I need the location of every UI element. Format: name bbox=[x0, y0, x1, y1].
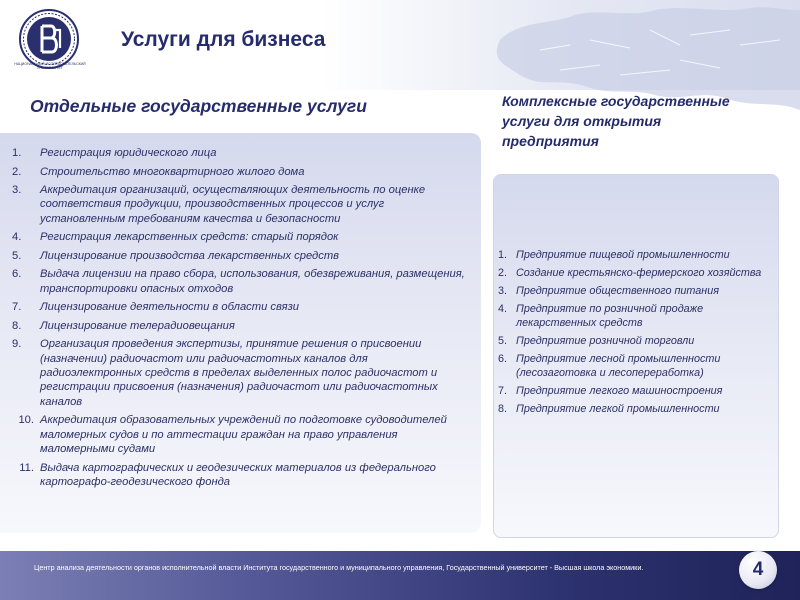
list-item bbox=[0, 267, 470, 300]
list-item bbox=[498, 266, 768, 284]
list-item bbox=[0, 337, 470, 413]
list-item-number: 1. bbox=[498, 249, 508, 261]
list-item-text: Выдача картографических и геодезических материалов из федерального картографо-геодезического фонда bbox=[40, 461, 436, 489]
list-item-number: 4. bbox=[498, 303, 508, 315]
list-item-text: Строительство многоквартирного жилого дома bbox=[40, 165, 305, 178]
list-item-text: Регистрация лекарственных средств: старый порядок bbox=[40, 231, 339, 244]
left-services-list bbox=[0, 146, 470, 494]
list-item bbox=[0, 230, 470, 249]
list-item-text: Лицензирование производства лекарственных средств bbox=[40, 249, 339, 262]
right-section-heading: Комплексные государственные услуги для открытия предприятия bbox=[502, 93, 730, 149]
list-item-text: Предприятие по розничной продаже лекарственных средств bbox=[516, 303, 704, 329]
university-logo bbox=[18, 8, 80, 70]
list-item-number: 4. bbox=[12, 231, 22, 244]
list-item bbox=[0, 461, 470, 494]
list-item-number: 1. bbox=[12, 147, 22, 159]
list-item-number: 3. bbox=[498, 285, 508, 297]
footer-bar bbox=[0, 551, 800, 600]
list-item-text: Предприятие лесной промышленности (лесозаготовка и лесопереработка) bbox=[516, 353, 721, 379]
logo-caption: НАЦИОНАЛЬНЫЙ ИССЛЕДОВАТЕЛЬСКИЙ УНИВЕРСИТЕТ bbox=[14, 62, 86, 70]
list-item-text: Создание крестьянско-фермерского хозяйства bbox=[516, 267, 762, 279]
list-item bbox=[0, 183, 470, 230]
list-item-number: 7. bbox=[12, 301, 22, 314]
list-item bbox=[0, 300, 470, 319]
list-item-number: 7. bbox=[498, 385, 508, 397]
list-item-text: Предприятие общественного питания bbox=[516, 285, 719, 297]
list-item-text: Предприятие пищевой промышленности bbox=[516, 249, 730, 261]
list-item-text: Лицензирование телерадиовещания bbox=[40, 319, 235, 332]
list-item-number: 8. bbox=[12, 319, 22, 332]
list-item-text: Предприятие розничной торговли bbox=[516, 335, 695, 347]
list-item bbox=[498, 402, 768, 420]
list-item bbox=[0, 413, 470, 460]
list-item bbox=[498, 384, 768, 402]
list-item-text: Лицензирование деятельности в области связи bbox=[40, 301, 299, 314]
list-item-number: 5. bbox=[498, 335, 508, 347]
list-item-text: Аккредитация образовательных учреждений по подготовке судоводителей маломерных судов и по аттестации граждан на право управления маломерными судами bbox=[40, 414, 447, 456]
list-item-text: Предприятие легкого машиностроения bbox=[516, 385, 723, 397]
list-item-number: 8. bbox=[498, 403, 508, 415]
left-section-heading: Отдельные государственные услуги bbox=[30, 96, 367, 116]
list-item-number: 10. bbox=[18, 414, 34, 427]
list-item-number: 6. bbox=[498, 353, 508, 365]
list-item bbox=[498, 248, 768, 266]
list-item bbox=[498, 284, 768, 302]
list-item bbox=[498, 302, 768, 334]
list-item bbox=[498, 352, 768, 384]
list-item-number: 9. bbox=[12, 338, 22, 351]
list-item-text: Регистрация юридического лица bbox=[40, 147, 217, 159]
list-item bbox=[0, 319, 470, 338]
list-item bbox=[0, 165, 470, 184]
footer-text: Центр анализа деятельности органов исполнительной власти Института государственного и муниципального управления, Государственный университет - Высшая школа экономики. bbox=[34, 563, 644, 572]
list-item bbox=[0, 249, 470, 268]
list-item-number: 5. bbox=[12, 249, 22, 262]
list-item-text: Выдача лицензии на право сбора, использования, обезвреживания, размещения, транспортировки опасных отходов bbox=[40, 268, 465, 295]
list-item bbox=[498, 334, 768, 352]
list-item-text: Организация проведения экспертизы, принятие решения о присвоении (назначении) радиочастот или радиочастотных каналов для радиоэлектронных средств в пределах выделенных полос радиочастот и регистрации присвоения (назначения) радиочастот или радиочастотных каналов bbox=[40, 338, 438, 408]
list-item-text: Предприятие легкой промышленности bbox=[516, 403, 720, 415]
list-item-number: 2. bbox=[12, 165, 22, 178]
list-item-number: 11. bbox=[19, 461, 34, 474]
list-item-number: 6. bbox=[12, 268, 22, 281]
list-item-number: 2. bbox=[498, 267, 508, 279]
list-item-number: 3. bbox=[12, 184, 22, 196]
list-item bbox=[0, 146, 470, 165]
page-number-badge: 4 bbox=[739, 551, 777, 589]
right-services-list bbox=[498, 248, 768, 420]
list-item-text: Аккредитация организаций, осуществляющих деятельность по оценке соответствия продукции, производственных процессов и услуг установленным требованиям качества и безопасности bbox=[40, 184, 426, 225]
page-title: Услуги для бизнеса bbox=[121, 28, 326, 51]
